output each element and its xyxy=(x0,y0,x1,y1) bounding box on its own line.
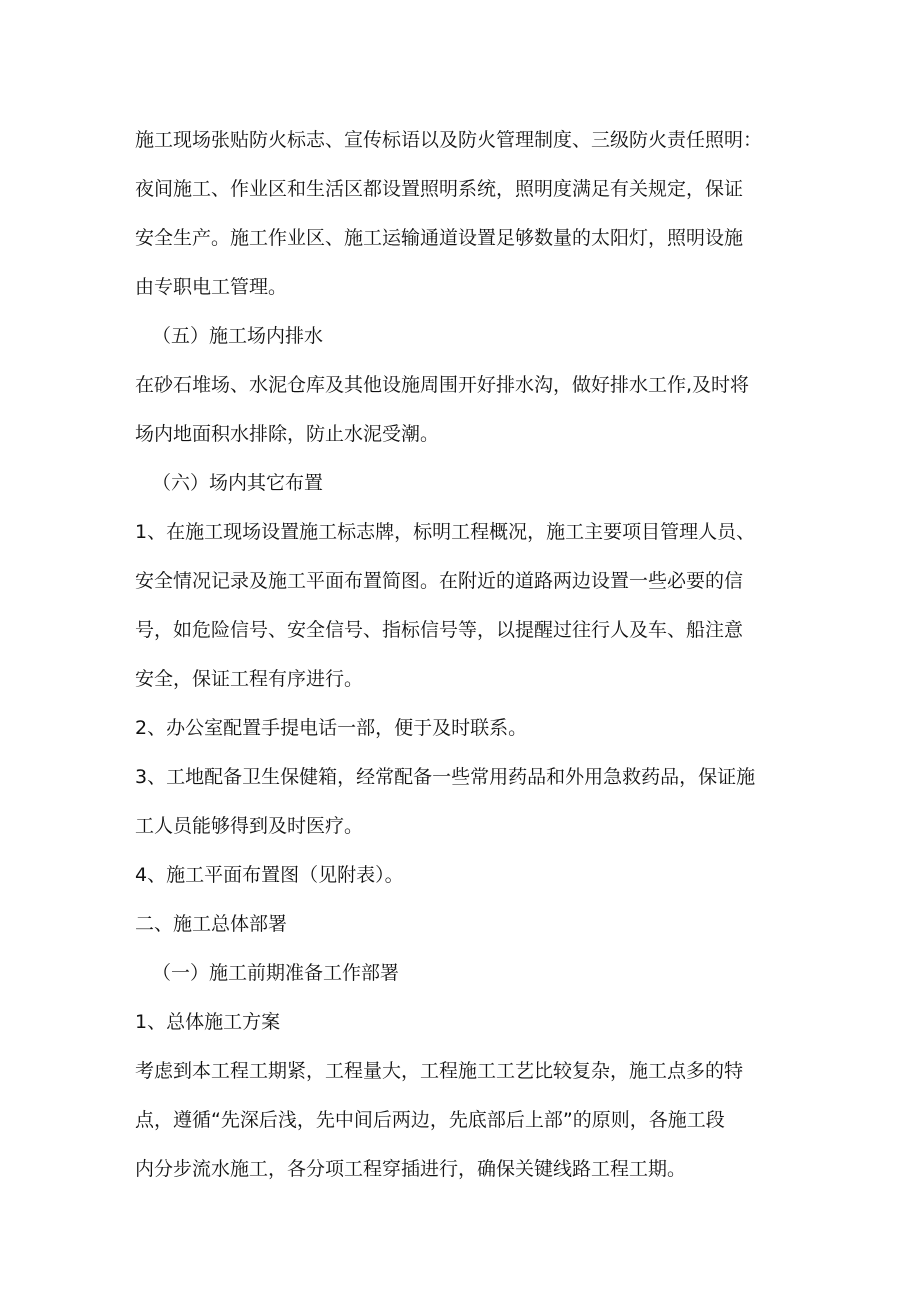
chapter-heading: 二、施工总体部署 xyxy=(135,913,288,935)
paragraph-line: 场内地面积水排除，防止水泥受潮。 xyxy=(135,423,440,445)
paragraph-line: 点，遵循“先深后浅，先中间后两边，先底部后上部”的原则，各施工段 xyxy=(135,1109,725,1131)
list-item: 4、施工平面布置图（见附表）。 xyxy=(135,864,404,886)
paragraph-line: 内分步流水施工，各分项工程穿插进行，确保关键线路工程工期。 xyxy=(135,1158,687,1180)
section-heading: （六）场内其它布置 xyxy=(152,472,324,494)
paragraph-line: 工人员能够得到及时医疗。 xyxy=(135,815,364,837)
paragraph-line: 安全，保证工程有序进行。 xyxy=(135,668,364,690)
paragraph-line: 由专职电工管理。 xyxy=(135,276,288,298)
paragraph-line: 施工现场张贴防火标志、宣传标语以及防火管理制度、三级防火责任照明： xyxy=(135,129,763,151)
paragraph-line: 在砂石堆场、水泥仓库及其他设施周围开好排水沟，做好排水工作,及时将 xyxy=(135,374,750,396)
paragraph-line: 考虑到本工程工期紧，工程量大，工程施工工艺比较复杂，施工点多的特 xyxy=(135,1060,744,1082)
paragraph-line: 号，如危险信号、安全信号、指标信号等，以提醒过往行人及车、船注意 xyxy=(135,619,744,641)
paragraph-line: 夜间施工、作业区和生活区都设置照明系统，照明度满足有关规定，保证 xyxy=(135,178,744,200)
paragraph-line: 安全生产。施工作业区、施工运输通道设置足够数量的太阳灯，照明设施 xyxy=(135,227,744,249)
paragraph-line: 安全情况记录及施工平面布置简图。在附近的道路两边设置一些必要的信 xyxy=(135,570,744,592)
list-item: 1、总体施工方案 xyxy=(135,1011,281,1033)
list-item: 3、工地配备卫生保健箱，经常配备一些常用药品和外用急救药品，保证施 xyxy=(135,766,756,788)
list-item: 1、在施工现场设置施工标志牌，标明工程概况，施工主要项目管理人员、 xyxy=(135,521,756,543)
section-heading: （一）施工前期准备工作部署 xyxy=(152,962,400,984)
section-heading: （五）施工场内排水 xyxy=(152,325,324,347)
list-item: 2、办公室配置手提电话一部，便于及时联系。 xyxy=(135,717,528,739)
